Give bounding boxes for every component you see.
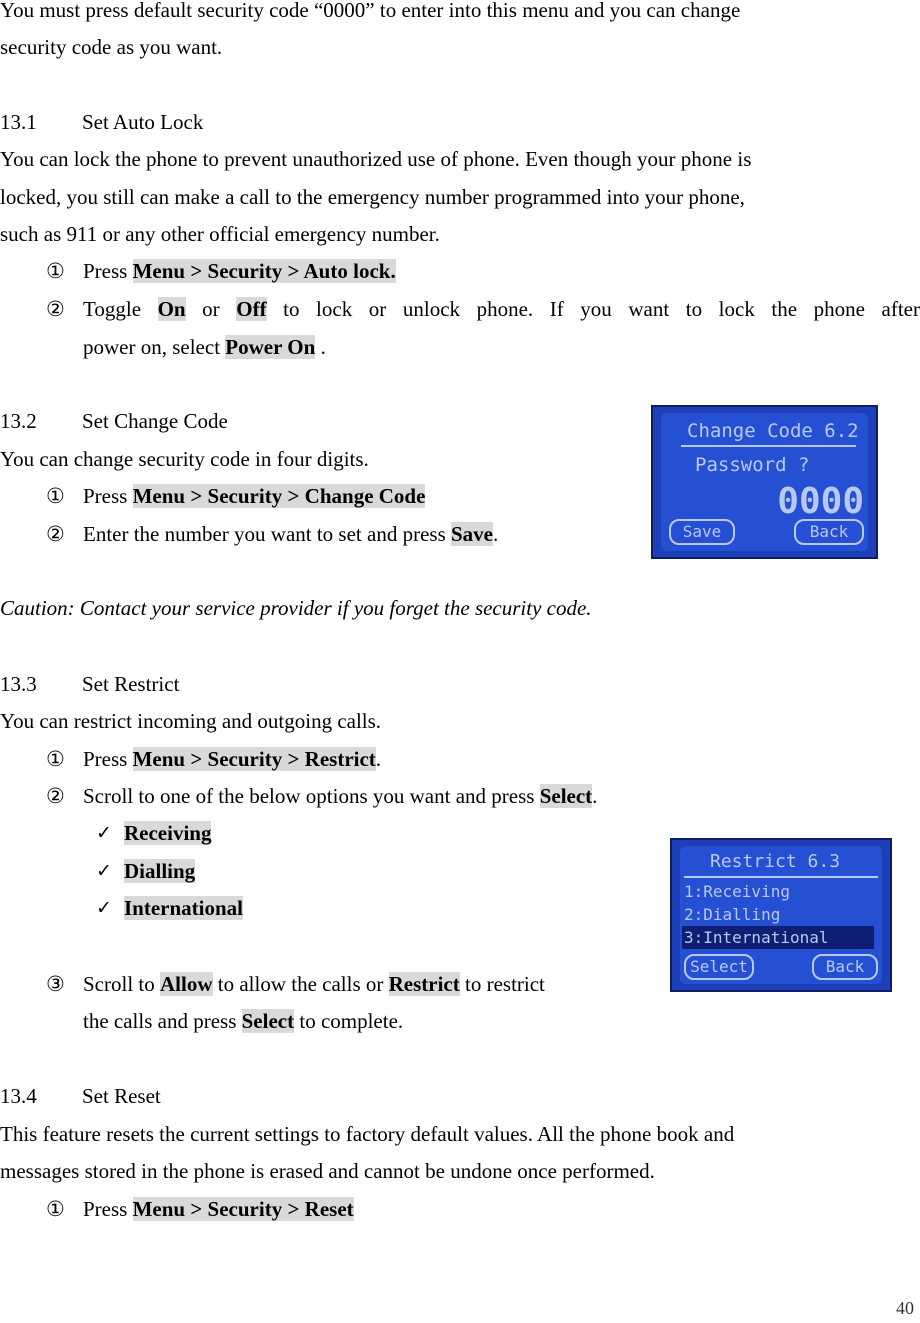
- section-desc: locked, you still can make a call to the emergency number programmed into your phone,: [0, 185, 745, 209]
- section-title: Set Reset: [82, 1084, 161, 1108]
- screen-title: Change Code 6.2: [687, 420, 859, 442]
- menu-path: Menu > Security > Restrict: [132, 747, 376, 771]
- restrict-label: Restrict: [388, 972, 460, 996]
- save-softkey[interactable]: Save: [669, 519, 735, 545]
- step-marker: ①: [46, 1197, 65, 1221]
- restrict-menu-item-selected[interactable]: 3:International: [682, 926, 874, 949]
- step-text: Enter the number you want to set and press Save.: [83, 522, 499, 546]
- screen-divider: [681, 445, 856, 447]
- back-softkey[interactable]: Back: [812, 954, 878, 980]
- step-marker: ②: [46, 784, 65, 808]
- section-number: 13.2: [0, 409, 37, 433]
- caution-note: Caution: Contact your service provider if you forget the security code.: [0, 596, 592, 620]
- password-prompt: Password ?: [695, 454, 810, 476]
- allow-label: Allow: [160, 972, 213, 996]
- section-title: Set Restrict: [82, 672, 180, 696]
- option-on: On: [157, 297, 186, 321]
- menu-path: Menu > Security > Auto lock.: [132, 259, 396, 283]
- step-marker: ②: [46, 297, 65, 321]
- check-icon: ✓: [96, 860, 112, 882]
- select-softkey[interactable]: Select: [684, 954, 754, 980]
- option-off: Off: [236, 297, 267, 321]
- check-icon: ✓: [96, 897, 112, 919]
- lcd-panel: [661, 413, 868, 551]
- select-label: Select: [539, 784, 593, 808]
- section-desc: You can lock the phone to prevent unauthorized use of phone. Even though your phone is: [0, 147, 752, 171]
- step-text: Scroll to one of the below options you want and press Select.: [83, 784, 598, 808]
- intro-line-1: You must press default security code “0000” to enter into this menu and you can change: [0, 0, 741, 22]
- step-text-cont: power on, select Power On .: [83, 335, 326, 359]
- select-label: Select: [241, 1009, 295, 1033]
- step-marker: ①: [46, 747, 65, 771]
- section-desc: You can restrict incoming and outgoing calls.: [0, 709, 382, 733]
- step-text: Press Menu > Security > Auto lock.: [83, 259, 396, 283]
- step-text: Press Menu > Security > Restrict.: [83, 747, 382, 771]
- step-text-cont: the calls and press Select to complete.: [83, 1009, 404, 1033]
- screen-divider: [684, 876, 878, 878]
- option-item: Dialling: [124, 859, 196, 883]
- intro-line-2: security code as you want.: [0, 35, 223, 59]
- step-marker: ③: [46, 972, 65, 996]
- restrict-menu-item[interactable]: 1:Receiving: [684, 882, 790, 901]
- step-text: Press Menu > Security > Change Code: [83, 484, 426, 508]
- step-text: Press Menu > Security > Reset: [83, 1197, 354, 1221]
- lcd-panel: [680, 846, 882, 984]
- screen-title: Restrict 6.3: [710, 851, 841, 872]
- section-title: Set Change Code: [82, 409, 228, 433]
- step-marker: ①: [46, 259, 65, 283]
- restrict-menu-item[interactable]: 2:Dialling: [684, 905, 781, 924]
- menu-path: Menu > Security > Reset: [132, 1197, 354, 1221]
- option-item: International: [124, 896, 244, 920]
- section-desc: You can change security code in four digits.: [0, 447, 369, 471]
- check-icon: ✓: [96, 822, 112, 844]
- option-item: Receiving: [124, 821, 212, 845]
- step-marker: ①: [46, 484, 65, 508]
- menu-path: Menu > Security > Change Code: [132, 484, 426, 508]
- back-softkey[interactable]: Back: [794, 519, 864, 545]
- section-desc: messages stored in the phone is erased and cannot be undone once performed.: [0, 1159, 655, 1183]
- section-desc: This feature resets the current settings to factory default values. All the phone book and: [0, 1122, 735, 1146]
- step-text: Scroll to Allow to allow the calls or Restrict to restrict: [83, 972, 545, 996]
- section-title: Set Auto Lock: [82, 110, 204, 134]
- save-label: Save: [451, 522, 493, 546]
- option-power-on: Power On: [225, 335, 316, 359]
- password-value: 0000: [777, 481, 864, 522]
- restrict-screen: [670, 838, 892, 992]
- section-desc: such as 911 or any other official emergency number.: [0, 222, 440, 246]
- section-number: 13.1: [0, 110, 37, 134]
- page-number: 40: [896, 1298, 914, 1318]
- step-text: Toggle On or Off to lock or unlock phone. If you want to lock the phone after: [83, 297, 920, 321]
- section-number: 13.3: [0, 672, 37, 696]
- section-number: 13.4: [0, 1084, 37, 1108]
- change-code-screen: [651, 405, 878, 559]
- step-marker: ②: [46, 522, 65, 546]
